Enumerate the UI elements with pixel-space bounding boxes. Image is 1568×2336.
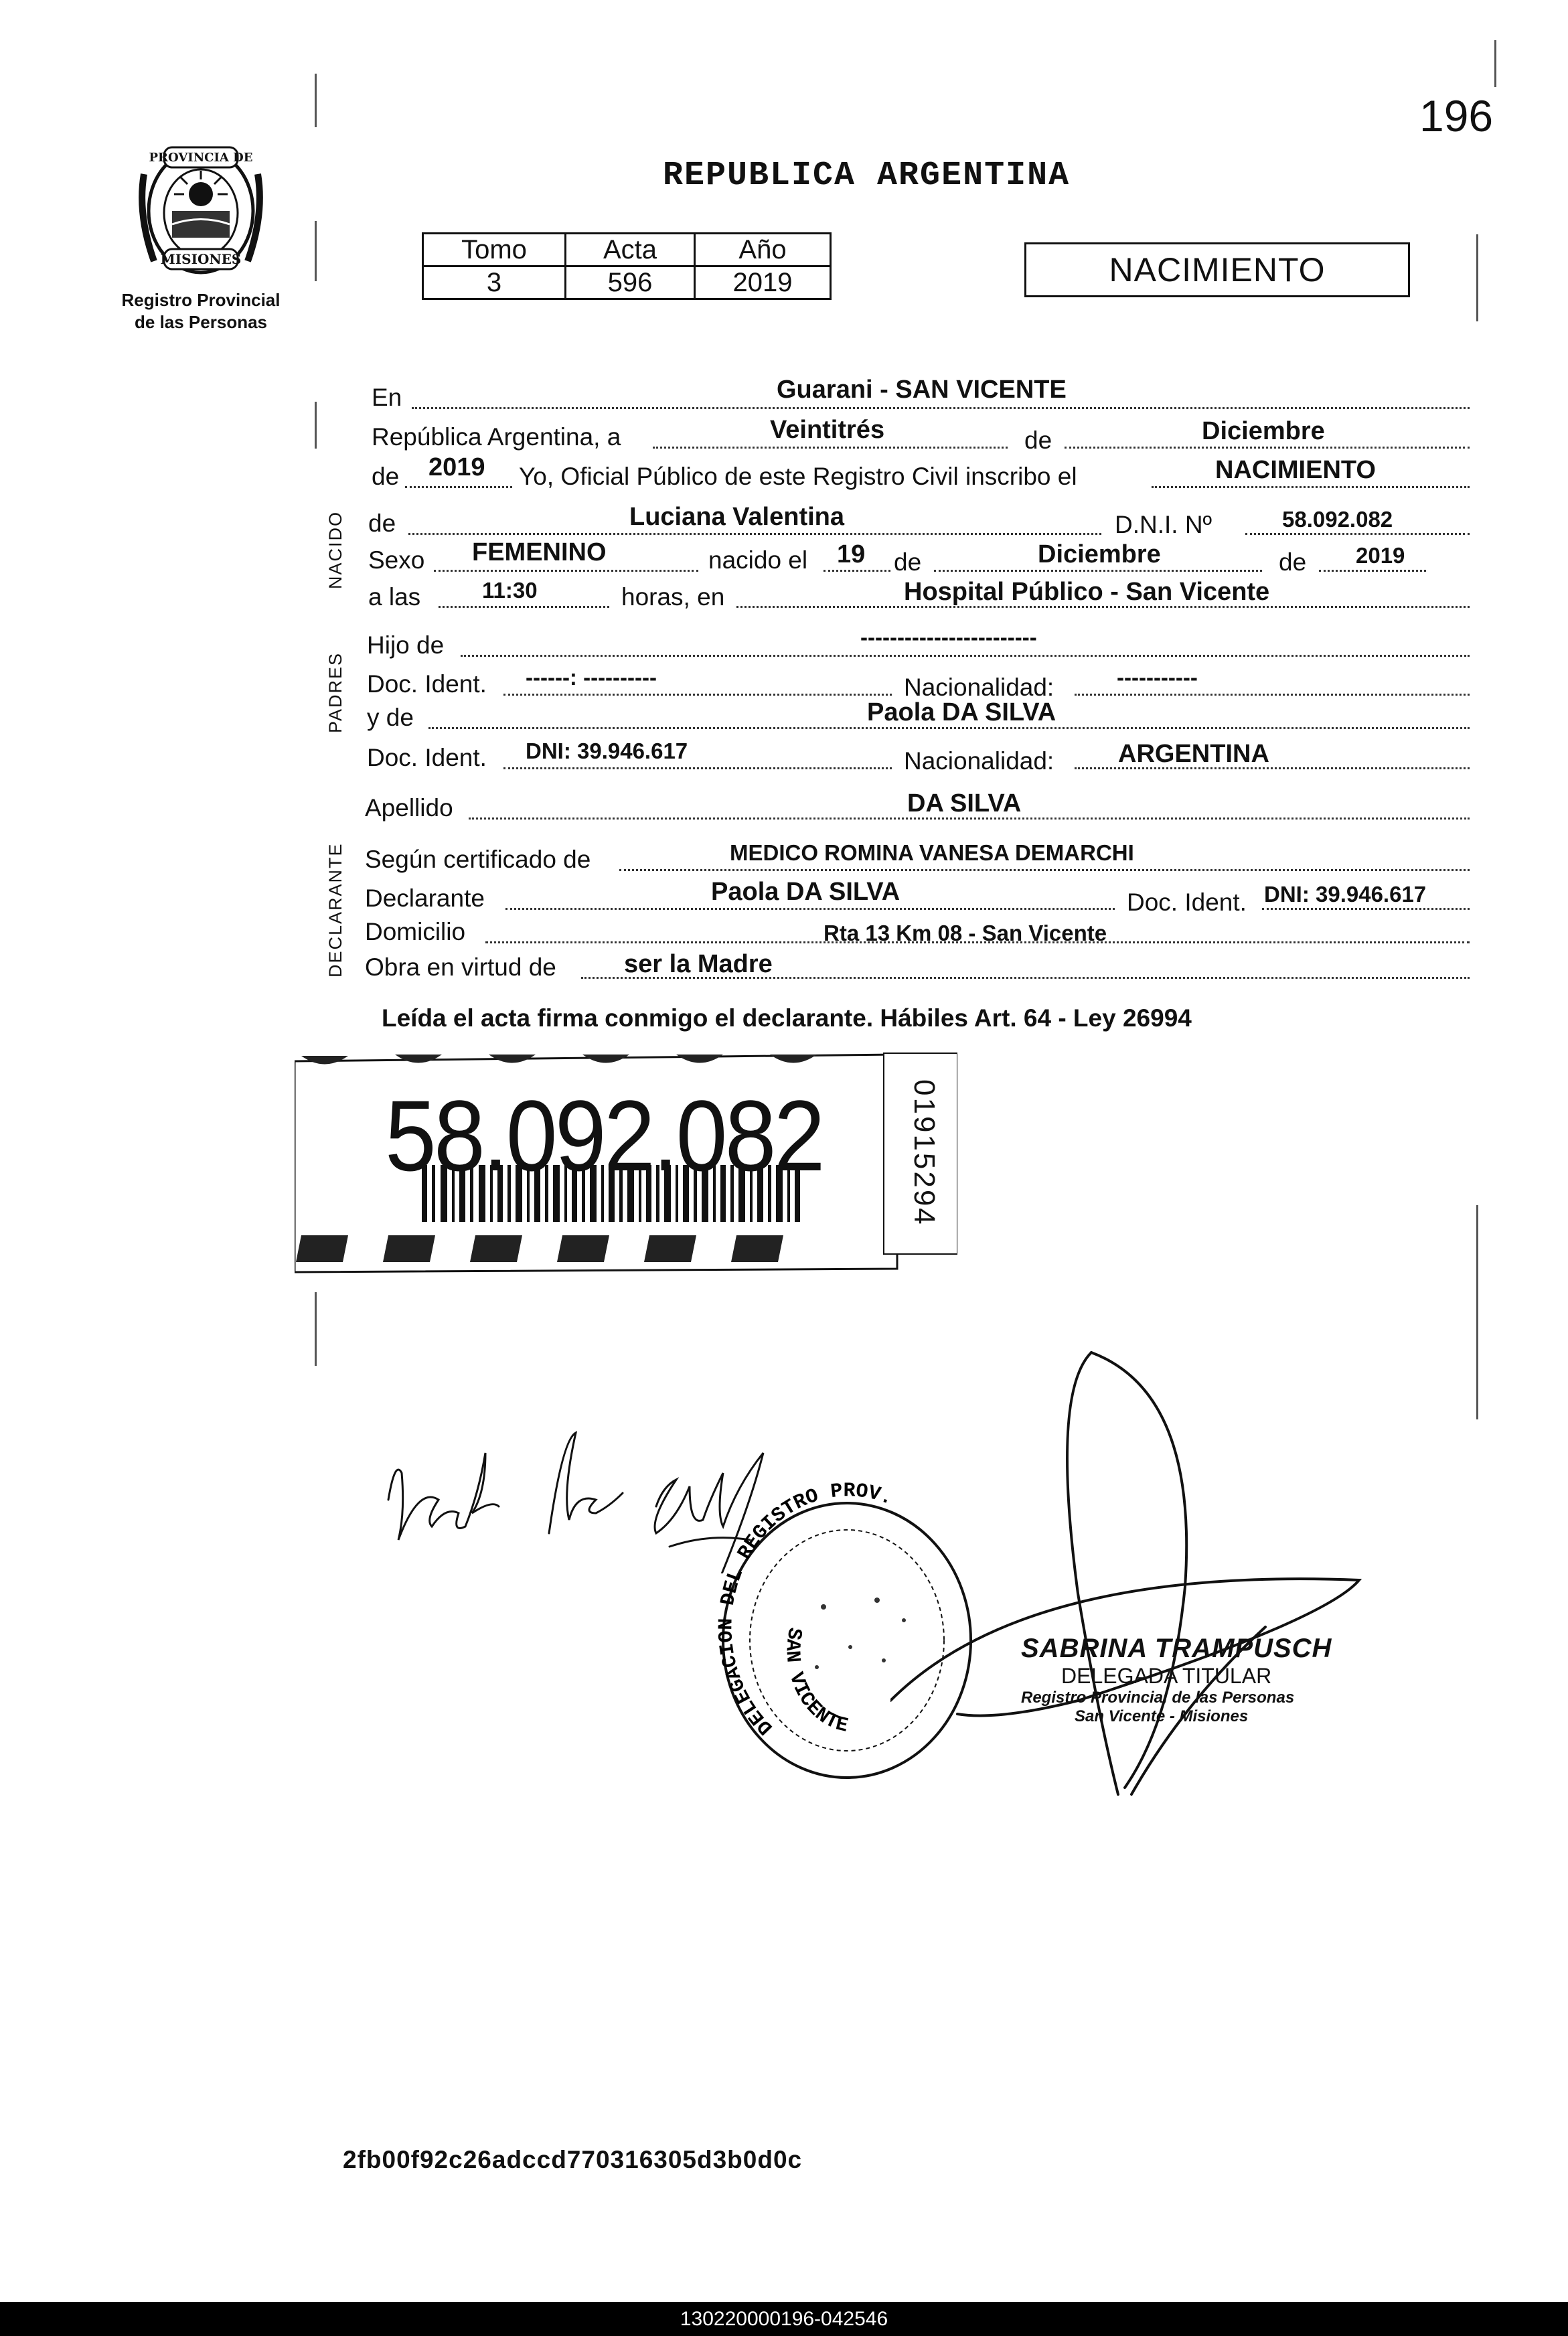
crest-bottom-text: MISIONES (160, 251, 242, 267)
margin-mark (315, 221, 317, 281)
capacity-value: ser la Madre (624, 950, 773, 978)
doc2-label: Doc. Ident. (367, 744, 487, 771)
nat1-value: ----------- (1117, 665, 1198, 690)
nat2-value: ARGENTINA (1118, 740, 1269, 768)
father-value: ------------------------ (860, 625, 1037, 649)
dotted-line (439, 606, 609, 608)
nat1-label: Nacionalidad: (904, 674, 1054, 701)
month-value: Diciembre (1202, 417, 1325, 445)
dotted-line (824, 570, 890, 572)
margin-mark (315, 74, 317, 127)
name-label: de (368, 510, 396, 537)
declarant-doc-value: DNI: 39.946.617 (1264, 882, 1427, 907)
son-of-label: Hijo de (367, 631, 445, 659)
table-header: Tomo (423, 234, 566, 266)
dotted-line (412, 407, 1470, 409)
official-role: DELEGADA TITULAR (1061, 1664, 1272, 1688)
table-row (423, 234, 831, 266)
table-header: Año (695, 234, 831, 266)
surname-label: Apellido (365, 794, 453, 822)
section-label-padres: PADRES (325, 651, 345, 733)
registry-caption (94, 289, 308, 333)
year-prefix-label: de (372, 463, 400, 490)
certificate-label: Según certificado de (365, 846, 591, 873)
hours-label: horas, en (621, 583, 725, 611)
mother-value: Paola DA SILVA (867, 698, 1056, 726)
dotted-line (405, 486, 512, 488)
section-label-nacido: NACIDO (325, 510, 345, 589)
name-value: Luciana Valentina (629, 503, 844, 531)
surname-value: DA SILVA (907, 789, 1022, 817)
doc2-value: DNI: 39.946.617 (526, 738, 688, 763)
document-hash: 2fb00f92c26adccd770316305d3b0d0c (343, 2146, 803, 2173)
nat2-label: Nacionalidad: (904, 747, 1054, 775)
declarant-doc-label: Doc. Ident. (1127, 888, 1247, 916)
registry-caption-line1: Registro Provincial (121, 290, 281, 310)
seal-ring-text: DELEGACION DEL REGISTRO PROV. (715, 1480, 896, 1739)
official-registry-line1: Registro Provincial de las Personas (1021, 1689, 1295, 1707)
dotted-line (1152, 486, 1470, 488)
dotted-line (503, 767, 892, 769)
official-signature (890, 1326, 1373, 1808)
born-de-label: de (1279, 548, 1307, 576)
capacity-label: Obra en virtud de (365, 953, 556, 981)
year-value: 2019 (428, 453, 485, 481)
official-stamp (1021, 1634, 1369, 1726)
crest-top-text: PROVINCIA DE (149, 151, 253, 165)
city-value: Guarani - SAN VICENTE (777, 376, 1067, 404)
margin-mark (1476, 234, 1478, 321)
signing-note: Leída el acta firma conmigo el declarante. Hábiles Art. 64 - Ley 26994 (382, 1004, 1192, 1032)
sex-value: FEMENINO (472, 538, 607, 566)
margin-mark (1476, 1205, 1478, 1419)
section-label-declarante: DECLARANTE (325, 842, 345, 978)
official-name: SABRINA TRAMPUSCH (1021, 1634, 1332, 1663)
dotted-line (434, 570, 698, 572)
table-cell: 2019 (695, 266, 831, 299)
svg-text:SAN VICENTE (781, 1626, 850, 1738)
table-header: Acta (566, 234, 695, 266)
record-type-box: NACIMIENTO (1024, 242, 1410, 297)
born-de-label: de (894, 548, 922, 576)
dotted-line (503, 694, 892, 696)
doc1-label: Doc. Ident. (367, 670, 487, 698)
time-value: 11:30 (482, 578, 538, 603)
dni-label: D.N.I. Nº (1115, 511, 1212, 538)
time-label: a las (368, 583, 421, 611)
dotted-line (1065, 447, 1470, 449)
dotted-line (619, 869, 1470, 871)
page-title: REPUBLICA ARGENTINA (663, 157, 1071, 195)
registry-caption-line2: de las Personas (135, 312, 267, 332)
page-number: 196 (1419, 91, 1494, 141)
doc1-value: ------: ---------- (526, 665, 657, 690)
address-value: Rta 13 Km 08 - San Vicente (824, 921, 1107, 945)
born-label: nacido el (708, 546, 808, 574)
dotted-line (934, 570, 1262, 572)
margin-mark (1494, 40, 1496, 87)
born-month-value: Diciembre (1038, 540, 1161, 568)
official-registry-line2: San Vicente - Misiones (1075, 1707, 1249, 1725)
declarant-label: Declarante (365, 884, 485, 912)
inscribe-value: NACIMIENTO (1215, 456, 1376, 484)
volume-table (422, 232, 832, 300)
footer-code: 130220000196-042546 (680, 2308, 888, 2330)
de-label: de (1024, 426, 1052, 454)
and-of-label: y de (367, 704, 414, 731)
dotted-line (408, 533, 1101, 535)
provincial-crest-icon (124, 134, 278, 288)
en-label: En (372, 384, 402, 411)
table-row (423, 266, 831, 299)
dotted-line (1075, 694, 1470, 696)
dotted-line (461, 655, 1470, 657)
table-cell: 3 (423, 266, 566, 299)
address-label: Domicilio (365, 918, 466, 945)
certificate-value: MEDICO ROMINA VANESA DEMARCHI (730, 840, 1134, 865)
day-words-value: Veintitrés (770, 416, 885, 444)
seal-inner-text: SAN VICENTE (780, 1625, 850, 1738)
table-cell: 596 (566, 266, 695, 299)
dni-value: 58.092.082 (1282, 507, 1393, 532)
dotted-line (653, 447, 1008, 449)
dotted-line (428, 727, 1470, 729)
margin-mark (315, 402, 317, 449)
declarant-value: Paola DA SILVA (711, 878, 900, 906)
birth-place-value: Hospital Público - San Vicente (904, 578, 1270, 606)
sticker-serial: 01915294 (908, 1079, 941, 1227)
inscribe-text: Yo, Oficial Público de este Registro Civil inscribo el (519, 463, 1077, 490)
born-day-value: 19 (837, 540, 866, 568)
sticker-dni-number: 58.092.082 (385, 1079, 823, 1192)
born-year-value: 2019 (1356, 543, 1405, 568)
republica-label: República Argentina, a (372, 423, 621, 451)
sex-label: Sexo (368, 546, 425, 574)
footer-bar (0, 2302, 1568, 2336)
dotted-line (505, 908, 1115, 910)
